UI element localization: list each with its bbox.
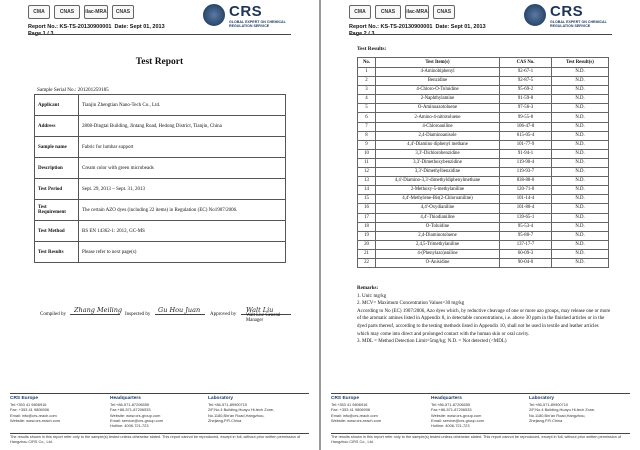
table-row: 8 2,4-Diaminoanisole 615-05-4 N.D. bbox=[358, 131, 609, 140]
table-row: 4 2-Naphthylamine 91-59-8 N.D. bbox=[358, 95, 609, 104]
page-header bbox=[331, 3, 630, 35]
signature-line bbox=[155, 314, 205, 315]
table-row: 3 4-Chloro-O-Toluidine 95-69-2 N.D. bbox=[358, 86, 609, 95]
table-row: Sample name Fabric for lumbar support bbox=[35, 137, 286, 158]
sample-serial: Sample Serial No.: 201201259185 bbox=[37, 87, 109, 93]
table-row: Description Cream color with green microbeads bbox=[35, 158, 286, 179]
footer-disclaimer: The results shown in this report refer only to the sample(s) tested unless otherwise stated. This report cannot be reproduced, except in full, without prior written permission of Hangzhou CIRS Co., Ltd. bbox=[331, 433, 630, 445]
crs-tagline: GLOBAL EXPERT ON CHEMICAL REGULATION SERVICE bbox=[229, 20, 286, 29]
inspected-label: Inspected by bbox=[125, 312, 151, 317]
footer-laboratory: Laboratory Tel:+86-571-89900710 2/F,No.4 Building,Huayu Hi-tech Zone, No.1180,Bin'an Road,Hangzhou, Zhejiang,P.R.China bbox=[529, 396, 596, 423]
remark-unit: 1. Unit: mg/kg bbox=[357, 293, 387, 299]
table-row: 14 2-Methoxy-5-methylaniline 120-71-8 N.D. bbox=[358, 186, 609, 195]
table-row: 1 4-Aminobiphenyl 92-67-1 N.D. bbox=[358, 68, 609, 77]
report-number: Report No.: KS-TS-20130900001 bbox=[28, 24, 112, 30]
cnas-mark-icon: CNAS bbox=[112, 5, 134, 19]
cma-logo-icon: CMA bbox=[349, 5, 371, 19]
footer-europe: CRS Europe Tel:+353 41 9806916 Fax: +353 41 9806906 Email: info@crs-reach.com Website: www.crs-reach.com bbox=[331, 396, 382, 423]
footer-europe: CRS Europe Tel:+353 41 9806916 Fax: +353 41 9806906 Email: info@crs-reach.com Website: www.crs-reach.com bbox=[10, 396, 61, 423]
report-reference bbox=[349, 24, 486, 37]
table-row: Test Requirement The certain AZO dyes (including 22 items) in Regulation (EC) No1907/2006. bbox=[35, 200, 286, 221]
approver-name: Walt Liu/ General Manager bbox=[246, 313, 281, 323]
accreditation-logos bbox=[349, 5, 469, 21]
footer-disclaimer: The results shown in this report refer only to the sample(s) tested unless otherwise stated. This report cannot be reproduced, except in full, without prior written permission of Hangzhou CIRS Co., Ltd. bbox=[10, 433, 309, 445]
footer-headquarters: Headquarters Tel:+86-571-87206555 Fax:+86-571-87206533 Website: www.crs-group.com Email: service@crs-group.com Hotline: 4006-721-723 bbox=[110, 396, 164, 429]
results-title: Test Results: bbox=[357, 46, 387, 52]
report-reference bbox=[28, 24, 165, 37]
cnas-mark-icon: CNAS bbox=[433, 5, 455, 19]
crs-globe-icon bbox=[203, 4, 225, 26]
approved-label: Approved by bbox=[210, 312, 237, 317]
crs-logo-text: CRS bbox=[550, 3, 584, 20]
page-footer bbox=[10, 393, 309, 449]
remark-regulation: According to No (EC) 1907/2006, Azo dyes which, by reductive cleavage of one or more azo groups, may release one or more of the aromatic amines listed in Appendix 8, in detectable concentrations, i.e. above 30 ppm in the finished articles or in the dyed parts thereof, according to the testing methods listed in Appendix 10, shall not be used in textile and leather articles which may come into direct and prolonged contact with the human skin or oral cavity. bbox=[357, 308, 611, 337]
cnas-logo-icon: CNAS bbox=[54, 5, 80, 19]
header-divider bbox=[349, 34, 612, 35]
table-row: 7 4-Chloroaniline 106-47-8 N.D. bbox=[358, 122, 609, 131]
table-row: 20 2,4,5-Trimethylaniline 137-17-7 N.D. bbox=[358, 240, 609, 249]
table-row: 17 4,4'-Thiodianiline 139-65-1 N.D. bbox=[358, 213, 609, 222]
footer-laboratory: Laboratory Tel:+86-571-89900710 2/F,No.4 Building,Huayu Hi-tech Zone, No.1180,Bin'an Road,Hangzhou, Zhejiang,P.R.China bbox=[208, 396, 275, 423]
table-row: 10 3,3'-Dichlorobenzidine 91-94-1 N.D. bbox=[358, 149, 609, 158]
ilac-logo-icon: ilac-MRA bbox=[84, 5, 108, 19]
table-row: 18 O-Toluidine 95-53-4 N.D. bbox=[358, 222, 609, 231]
remark-mdl: 3. MDL = Method Detection Limit=5mg/kg; N.D. = Not detected (<MDL) bbox=[357, 339, 507, 345]
crs-globe-icon bbox=[524, 4, 546, 26]
remark-mcv: 2. MCV= Maximum Concentration Values=30 mg/kg bbox=[357, 301, 465, 307]
table-row: Test Period Sept. 29, 2013 ~ Sept. 31, 2013 bbox=[35, 179, 286, 200]
compiled-label: Compiled by bbox=[40, 312, 66, 317]
table-row: 16 4,4'-Oxydianiline 101-80-4 N.D. bbox=[358, 204, 609, 213]
header-divider bbox=[28, 34, 291, 35]
table-row: 11 3,3'-Dimethoxybenzidine 119-90-4 N.D. bbox=[358, 158, 609, 167]
signature-block bbox=[40, 297, 289, 323]
results-table bbox=[357, 57, 609, 268]
accreditation-logos bbox=[28, 5, 148, 21]
table-row: 22 O-Anisidine 90-04-0 N.D. bbox=[358, 258, 609, 267]
compiled-signature: Zhang Meiling bbox=[74, 306, 123, 314]
footer-divider bbox=[10, 393, 309, 394]
report-date: Date: Sept 01, 2013 bbox=[114, 24, 165, 30]
report-number: Report No.: KS-TS-20130900001 bbox=[349, 24, 433, 30]
table-row: 21 4-(Phenylazo)aniline 60-09-3 N.D. bbox=[358, 249, 609, 258]
inspected-signature: Gu Hou Juan bbox=[158, 306, 201, 314]
table-row: 6 2-Amino-4-nitrotoluene 99-55-8 N.D. bbox=[358, 113, 609, 122]
cnas-logo-icon: CNAS bbox=[375, 5, 401, 19]
table-row: 12 3,3'-Dimethylbenzidine 119-93-7 N.D. bbox=[358, 168, 609, 177]
table-row: Applicant Tianjin Zhengtian Nano-Tech Co., Ltd. bbox=[35, 95, 286, 116]
report-page-2 bbox=[320, 0, 640, 450]
cma-logo-icon: CMA bbox=[28, 5, 50, 19]
page-header bbox=[10, 3, 309, 35]
ilac-logo-icon: ilac-MRA bbox=[405, 5, 429, 19]
table-header-row: No. Test Item(s) CAS No. Test Result(s) bbox=[358, 58, 609, 68]
table-row: Address 2808-Dingtai Building, Jintang Road, Hedong District, Tianjin, China bbox=[35, 116, 286, 137]
crs-tagline: GLOBAL EXPERT ON CHEMICAL REGULATION SERVICE bbox=[550, 20, 607, 29]
table-row: 15 4,4'-Methylene-Bis(2-Chloroaniline) 101-14-4 N.D. bbox=[358, 195, 609, 204]
table-row: 9 4,4'-Diamino diphenyl methane 101-77-9 N.D. bbox=[358, 140, 609, 149]
footer-headquarters: Headquarters Tel:+86-571-87206555 Fax:+86-571-87206533 Website: www.crs-group.com Email: service@crs-group.com Hotline: 4006-721-723 bbox=[431, 396, 485, 429]
table-row: 19 2,4-Diaminotoluene 95-80-7 N.D. bbox=[358, 231, 609, 240]
signature-line bbox=[70, 314, 120, 315]
approved-signature: Walt Liu bbox=[246, 306, 274, 314]
table-row: 2 Benzidine 92-87-5 N.D. bbox=[358, 77, 609, 86]
footer-divider bbox=[331, 393, 630, 394]
remarks-block: Remarks: 1. Unit: mg/kg 2. MCV= Maximum Concentration Values=30 mg/kg According to No (EC) 1907/2006, Azo dyes which, by reductive cleavage of one or more azo groups, may release one or more of the aromatic amines listed in Appendix 8, in detectable concentrations, i.e. above 30 ppm in the finished articles or in the dyed parts thereof, according to the testing methods listed in Appendix 10, shall not be used in textile and leather articles which may come into direct and prolonged contact with the human skin or oral cavity. 3. MDL = Method Detection Limit=5mg/kg; N.D. = Not detected (<MDL) bbox=[357, 286, 611, 345]
page-title: Test Report bbox=[135, 57, 184, 67]
report-info-table bbox=[34, 94, 286, 263]
table-row: Test Results Please refer to next page(s) bbox=[35, 242, 286, 263]
table-row: 5 O-Aminoazotoluene 97-56-3 N.D. bbox=[358, 104, 609, 113]
table-row: Test Method BS EN 14362-1: 2012, GC-MS bbox=[35, 221, 286, 242]
crs-logo-text: CRS bbox=[229, 3, 263, 20]
page-footer bbox=[331, 393, 630, 449]
table-row: 13 4,4'-Diamino-3,3'-dimethyldiphenylmethane 838-88-0 N.D. bbox=[358, 177, 609, 186]
report-date: Date: Sept 01, 2013 bbox=[435, 24, 486, 30]
